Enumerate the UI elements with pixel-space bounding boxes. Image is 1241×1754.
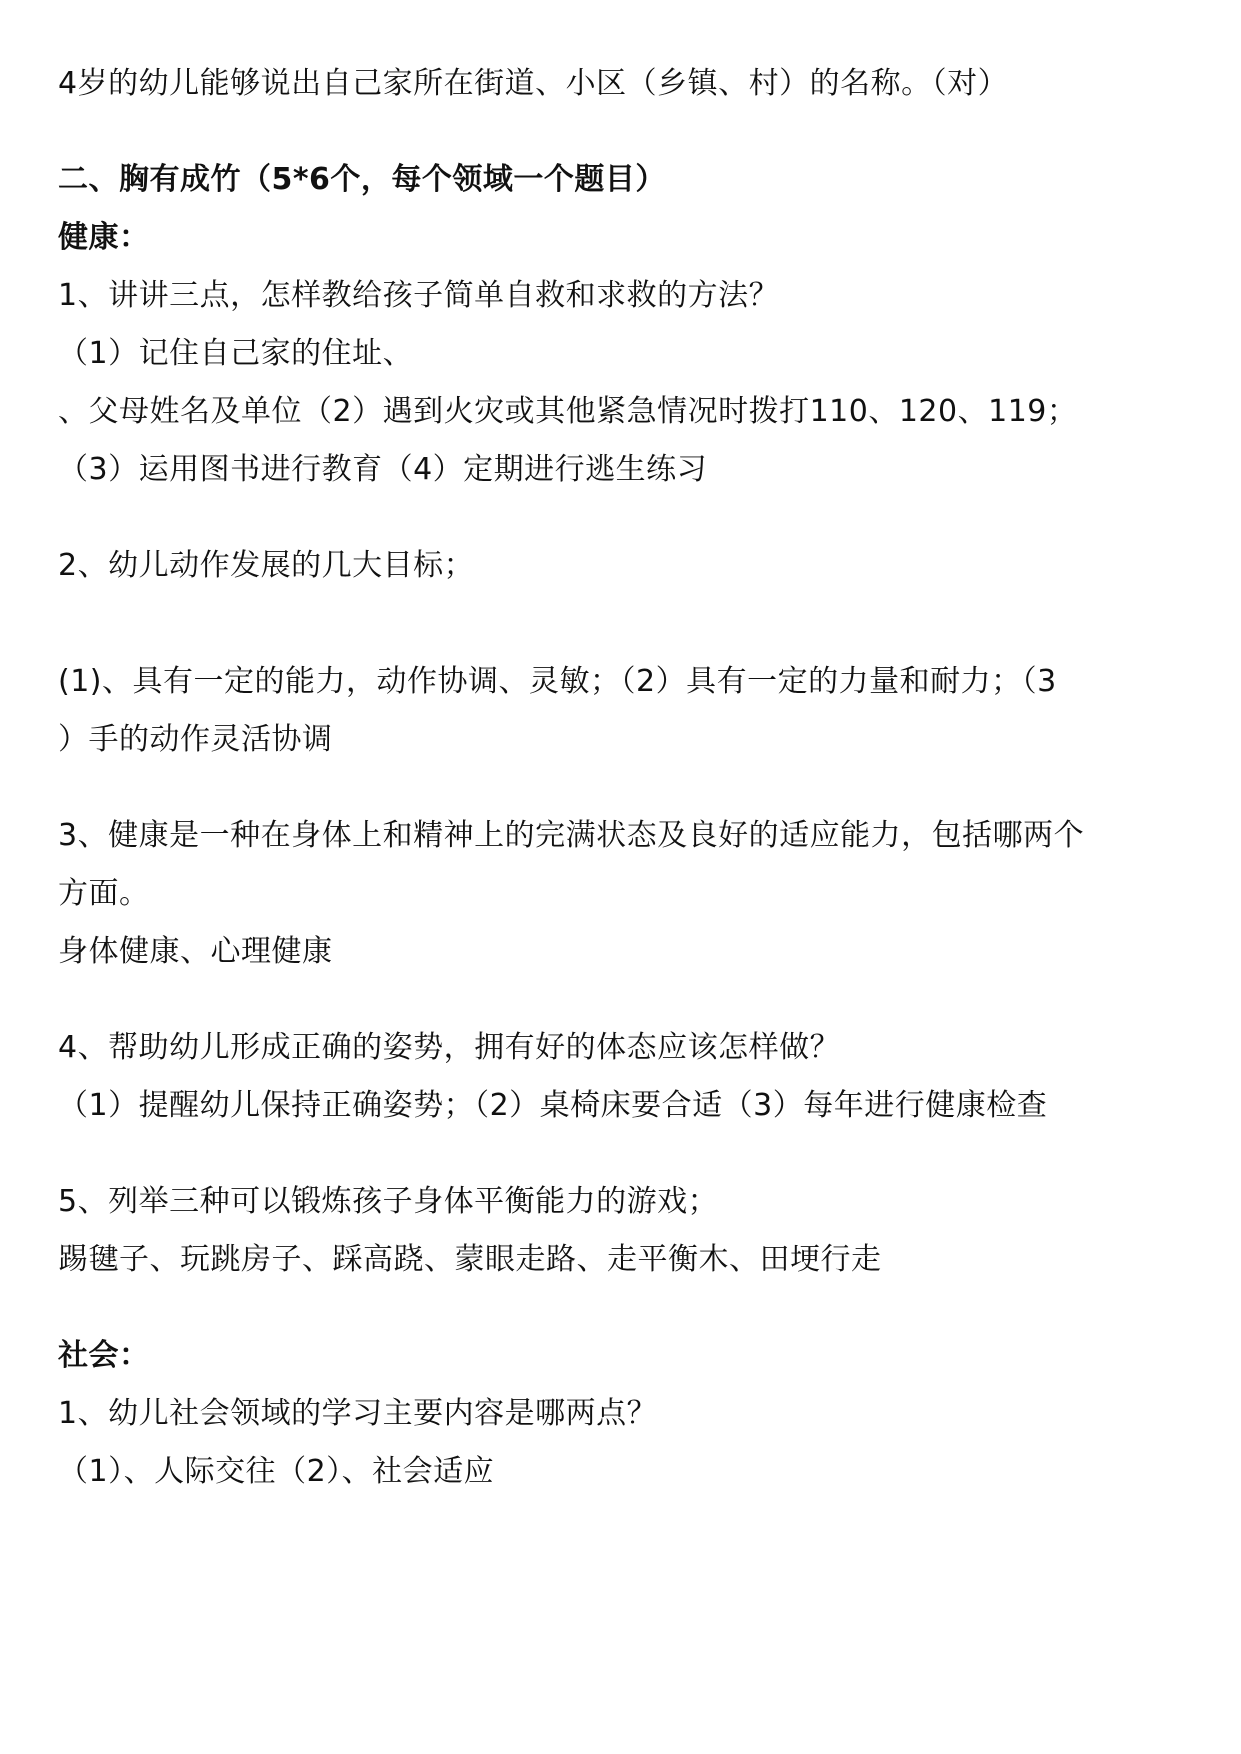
answer-1-line-2: 、父母姓名及单位（2）遇到火灾或其他紧急情况时拨打110、120、119； bbox=[58, 394, 1078, 429]
subsection-heading-society: 社会： bbox=[58, 1338, 150, 1373]
question-2: 2、幼儿动作发展的几大目标； bbox=[58, 548, 475, 583]
answer-4: （1）提醒幼儿保持正确姿势；（2）桌椅床要合适（3）每年进行健康检查 bbox=[58, 1088, 1048, 1123]
answer-3: 身体健康、心理健康 bbox=[58, 934, 333, 969]
answer-2-line-2: ）手的动作灵活协调 bbox=[58, 722, 333, 757]
answer-5: 踢毽子、玩跳房子、踩高跷、蒙眼走路、走平衡木、田埂行走 bbox=[58, 1242, 882, 1277]
answer-2-line-1: (1)、具有一定的能力，动作协调、灵敏；（2）具有一定的力量和耐力；（3 bbox=[58, 664, 1057, 699]
question-1: 1、讲讲三点，怎样教给孩子简单自救和求救的方法？ bbox=[58, 278, 780, 313]
question-3-line-1: 3、健康是一种在身体上和精神上的完满状态及良好的适应能力，包括哪两个 bbox=[58, 818, 1085, 853]
answer-1-line-1: （1）记住自己家的住址、 bbox=[58, 336, 414, 371]
answer-1-line-3: （3）运用图书进行教育（4）定期进行逃生练习 bbox=[58, 452, 708, 487]
question-5: 5、列举三种可以锻炼孩子身体平衡能力的游戏； bbox=[58, 1184, 719, 1219]
society-question-1: 1、幼儿社会领域的学习主要内容是哪两点？ bbox=[58, 1396, 658, 1431]
question-3-line-2: 方面。 bbox=[58, 876, 150, 911]
society-answer-1: （1）、人际交往（2）、社会适应 bbox=[58, 1454, 495, 1489]
question-4: 4、帮助幼儿形成正确的姿势，拥有好的体态应该怎样做？ bbox=[58, 1030, 841, 1065]
subsection-heading-health: 健康： bbox=[58, 220, 150, 255]
section-heading: 二、胸有成竹（5*6个，每个领域一个题目） bbox=[58, 162, 666, 197]
intro-statement: 4岁的幼儿能够说出自己家所在街道、小区（乡镇、村）的名称。（对） bbox=[58, 66, 1009, 101]
